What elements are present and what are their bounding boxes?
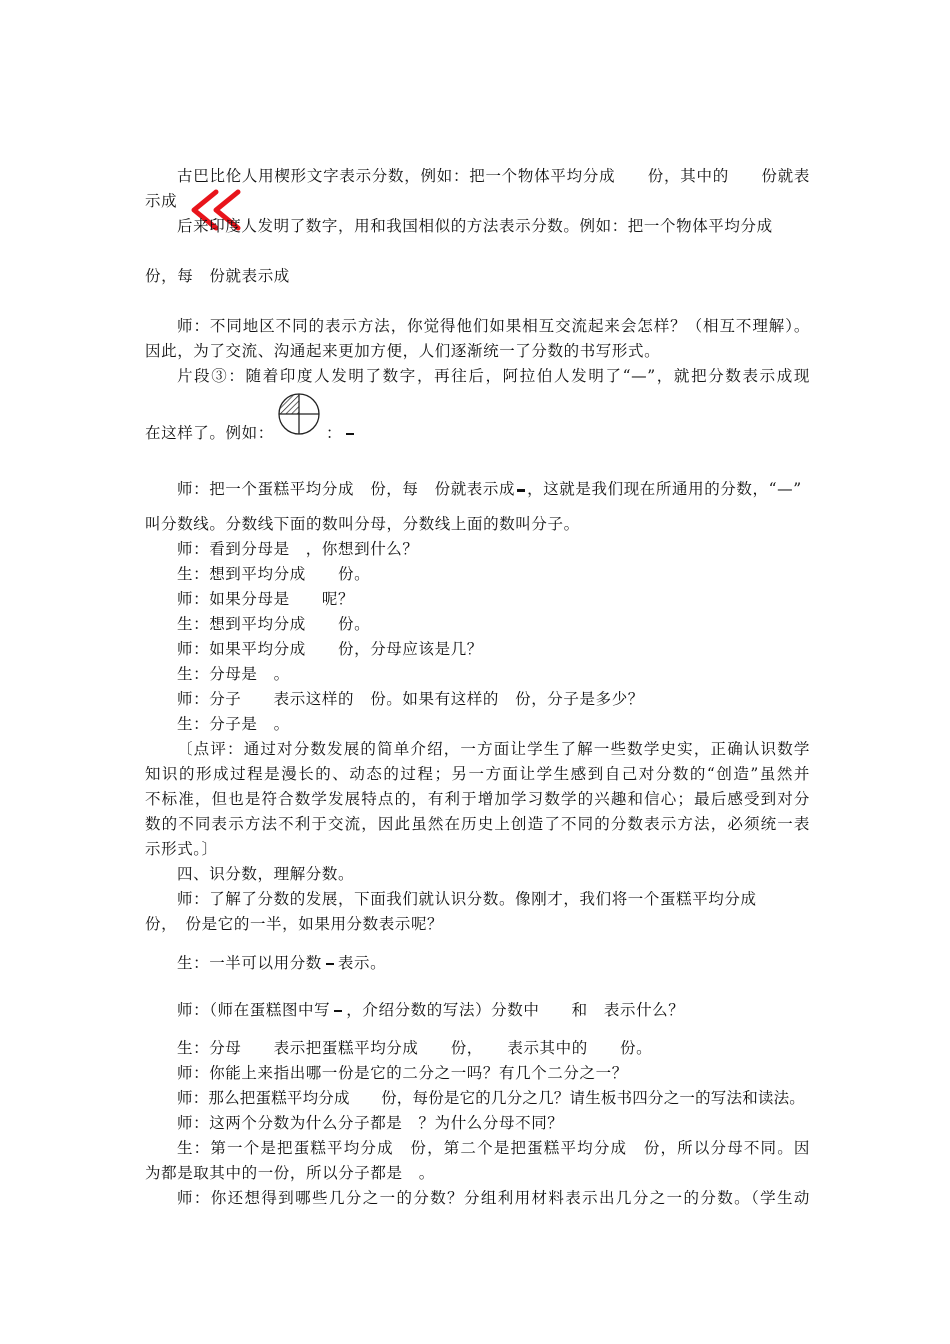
text-line: 数的不同表示方法不利于交流，因此虽然在历史上创造了不同的分数表示方法，必须统一表 (145, 815, 810, 833)
text-line: 师：（师在蛋糕图中写 ，介绍分数的写法）分数中 和 表示什么？ (177, 1001, 685, 1019)
text-line: 四、识分数，理解分数。 (177, 865, 355, 883)
text-line: 师：了解了分数的发展，下面我们就认识分数。像刚才，我们将一个蛋糕平均分成 (177, 890, 757, 908)
text-line: 份， 份是它的一半，如果用分数表示呢？ (145, 915, 444, 933)
text-line: 师：分子 表示这样的 份。如果有这样的 份，分子是多少？ (177, 690, 644, 708)
text-line: 不标准，但也是符合数学发展特点的，有利于增加学习数学的兴趣和信心；最后感受到对分 (145, 790, 810, 808)
text-line: 知识的形成过程是漫长的、动态的过程；另一方面让学生感到自己对分数的“创造”虽然并 (145, 765, 810, 783)
text-line: 因此，为了交流、沟通起来更加方便，人们逐渐统一了分数的书写形式。 (145, 342, 661, 360)
text-line: 师：如果平均分成 份，分母应该是几？ (177, 640, 483, 658)
text-line: 在这样了。例如： (145, 424, 274, 442)
text-line: 师：这两个分数为什么分子都是 ？为什么分母不同？ (177, 1114, 564, 1132)
text-line: 叫分数线。分数线下面的数叫分母，分数线上面的数叫分子。 (145, 515, 580, 533)
text-line: 示形式。〕 (145, 840, 218, 858)
text-line: 古巴比伦人用楔形文字表示分数，例如：把一个物体平均分成 份，其中的 份就表 (177, 167, 810, 185)
cake-quarter-pie-figure (278, 393, 320, 435)
text-line: 师：那么把蛋糕平均分成 份，每份是它的几分之几？请生板书四分之一的写法和读法。 (177, 1089, 806, 1107)
text-line: 师：看到分母是 ，你想到什么？ (177, 540, 419, 558)
text-line: 片段③：随着印度人发明了数字，再往后，阿拉伯人发明了“—”，就把分数表示成现 (177, 367, 810, 385)
text-line: 生：分母是 。 (177, 665, 290, 683)
text-line: 后来印度人发明了数字，用和我国相似的方法表示分数。例如：把一个物体平均分成 (177, 217, 773, 235)
text-line: 师：不同地区不同的表示方法，你觉得他们如果相互交流起来会怎样？（相互不理解）。 (177, 317, 810, 335)
text-line: 示成 (145, 192, 178, 210)
text-line: 师：你能上来指出哪一份是它的二分之一吗？有几个二分之一？ (177, 1064, 628, 1082)
text-line: 为都是取其中的一份，所以分子都是 。 (145, 1164, 435, 1182)
text-line: ： (326, 423, 366, 443)
text-line: 师：把一个蛋糕平均分成 份，每 份就表示成 ，这就是我们现在所通用的分数，“—” (177, 480, 802, 498)
text-line: 师：你还想得到哪些几分之一的分数？分组利用材料表示出几分之一的分数。（学生动 (177, 1189, 810, 1207)
text-line: 份，每 份就表示成 (145, 267, 290, 285)
text-line: 生：分母 表示把蛋糕平均分成 份， 表示其中的 份。 (177, 1039, 653, 1057)
text-line: 生：一半可以用分数 表示。 (177, 954, 387, 972)
text-line: 生：第一个是把蛋糕平均分成 份，第二个是把蛋糕平均分成 份，所以分母不同。因 (177, 1139, 810, 1157)
text-line: 生：想到平均分成 份。 (177, 565, 371, 583)
text-line: 生：想到平均分成 份。 (177, 615, 371, 633)
text-line: 师：如果分母是 呢？ (177, 590, 355, 608)
text-line: 生：分子是 。 (177, 715, 290, 733)
text-line: 〔点评：通过对分数发展的简单介绍，一方面让学生了解一些数学史实，正确认识数学 (177, 740, 810, 758)
